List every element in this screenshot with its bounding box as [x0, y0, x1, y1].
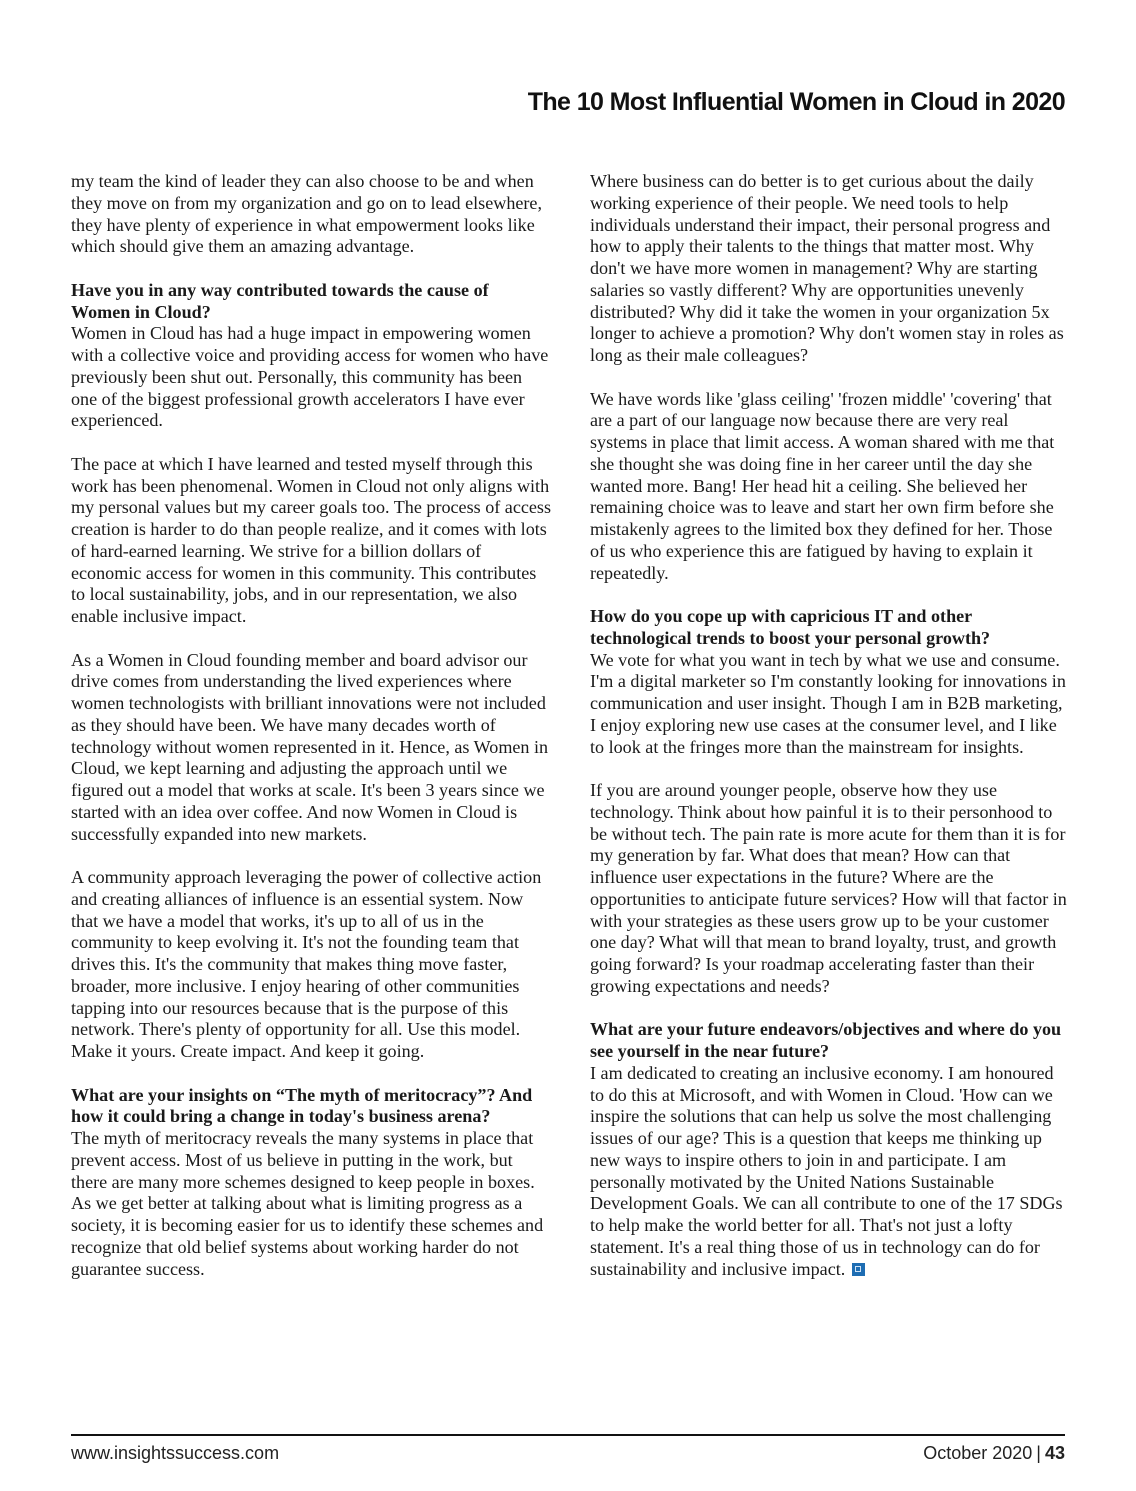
question-heading: What are your insights on “The myth of meritocracy”? And how it could bring a change in today's business arena?: [71, 1084, 533, 1127]
paragraph: We vote for what you want in tech by what we use and consume. I'm a digital marketer so I'm constantly looking for innovations in communication and user insight. Though I am in B2B marketing, I enjoy exploring new use cases at the consumer level, and I like to look at the fringes more than the mainstream for insights.: [590, 649, 1066, 757]
final-paragraph: [590, 1063, 1070, 1281]
paragraph: As a Women in Cloud founding member and board advisor our drive comes from understanding the lived experiences where women technologists with brilliant innovations were not included as they should have been. We have many decades worth of technology without women represented in it. Hence, as Women in Cloud, we kept learning and adjusting the approach until we figured out a model that works at scale. It's been 3 years since we started with an idea over coffee. And now Women in Cloud is successfully expanded into new markets.: [71, 649, 549, 844]
paragraph: Women in Cloud has had a huge impact in empowering women with a collective voice and providing access for women who have previously been shut out. Personally, this community has been one of the biggest professional growth accelerators I have ever experienced.: [71, 323, 549, 431]
footer-issue-date: October 2020: [923, 1443, 1033, 1463]
page-header-title: The 10 Most Influential Women in Cloud in 2020: [527, 88, 1065, 116]
footer-website-url[interactable]: www.insightssuccess.com: [71, 1443, 280, 1463]
page-number: 43: [1044, 1443, 1065, 1463]
paragraph: If you are around younger people, observe how they use technology. Think about how painful it is to their personhood to be without tech. The pain rate is more acute for them than it is for my generation by far. What does that mean? How can that influence user expectations in the future? Where are the opportunities to anticipate future services? How will that factor in with your strategies as these users grow up to be your customer one day? What will that mean to brand loyalty, trust, and growth going forward? Is your roadmap accelerating faster than their growing expectations and needs?: [590, 780, 1067, 996]
article-end-mark-icon: [852, 1263, 865, 1276]
left-column: [71, 171, 551, 1302]
footer-divider: [71, 1434, 1065, 1436]
question-heading: How do you cope up with capricious IT and other technological trends to boost your personal growth?: [590, 606, 991, 648]
question-heading: What are your future endeavors/objectives and where do you see yourself in the near future?: [590, 1019, 1062, 1061]
right-column: [590, 171, 1070, 1302]
paragraph-text: I am dedicated to creating an inclusive economy. I am honoured to do this at Microsoft, and with Women in Cloud. 'How can we inspire the solutions that can help us solve the most challenging issues of our age? This is a question that keeps me thinking up new ways to inspire others to join in and participate. I am personally motivated by the United Nations Sustainable Development Goals. We can all contribute to one of the 17 SDGs to help make the world better for all. That's not just a lofty statement. It's a real thing those of us in technology can do for sustainability and inclusive impact.: [590, 1062, 1063, 1279]
paragraph: The myth of meritocracy reveals the many systems in place that prevent access. Most of us believe in putting in the work, but there are many more schemes designed to keep people in boxes. As we get better at talking about what is limiting progress as a society, it is becoming easier for us to identify these schemes and recognize that old belief systems about working harder do not guarantee success.: [71, 1128, 544, 1279]
footer-separator: |: [1036, 1443, 1041, 1463]
paragraph: A community approach leveraging the power of collective action and creating alliances of influence is an essential system. Now that we have a model that works, it's up to all of us in the community to keep evolving it. It's not the founding team that drives this. It's the community that makes thing move faster, broader, more inclusive. I enjoy hearing of other communities tapping into our resources because that is the purpose of this network. There's plenty of opportunity for all. Use this model. Make it yours. Create impact. And keep it going.: [71, 867, 542, 1061]
footer-issue-info: [923, 1443, 1065, 1464]
paragraph: The pace at which I have learned and tested myself through this work has been phenomenal. Women in Cloud not only aligns with my personal values but my career goals too. The process of access creation is harder to do than people realize, and it comes with lots of hard-earned learning. We strive for a billion dollars of economic access for women in this community. This contributes to local sustainability, jobs, and in our representation, we also enable inclusive impact.: [71, 453, 551, 626]
question-heading: Have you in any way contributed towards the cause of Women in Cloud?: [71, 279, 489, 322]
paragraph: We have words like 'glass ceiling' 'frozen middle' 'covering' that are a part of our language now because there are very real systems in place that limit access. A woman shared with me that she thought she was doing fine in her career until the day she wanted more. Bang! Her head hit a ceiling. She believed her remaining choice was to leave and start her own firm before she mistakenly agrees to the limited box they defined for her. Those of us who experience this are fatigued by having to explain it repeatedly.: [590, 388, 1055, 583]
paragraph: my team the kind of leader they can also choose to be and when they move on from my organization and go on to lead elsewhere, they have plenty of experience in what empowerment looks like which should give them an amazing advantage.: [71, 171, 542, 257]
paragraph: Where business can do better is to get curious about the daily working experience of their people. We need tools to help individuals understand their impact, their personal progress and how to apply their talents to the things that matter most. Why don't we have more women in management? Why are starting salaries so vastly different? Why are opportunities unevenly distributed? Why did it take the women in your organization 5x longer to achieve a promotion? Why don't women stay in roles as long as their male colleagues?: [590, 171, 1064, 365]
